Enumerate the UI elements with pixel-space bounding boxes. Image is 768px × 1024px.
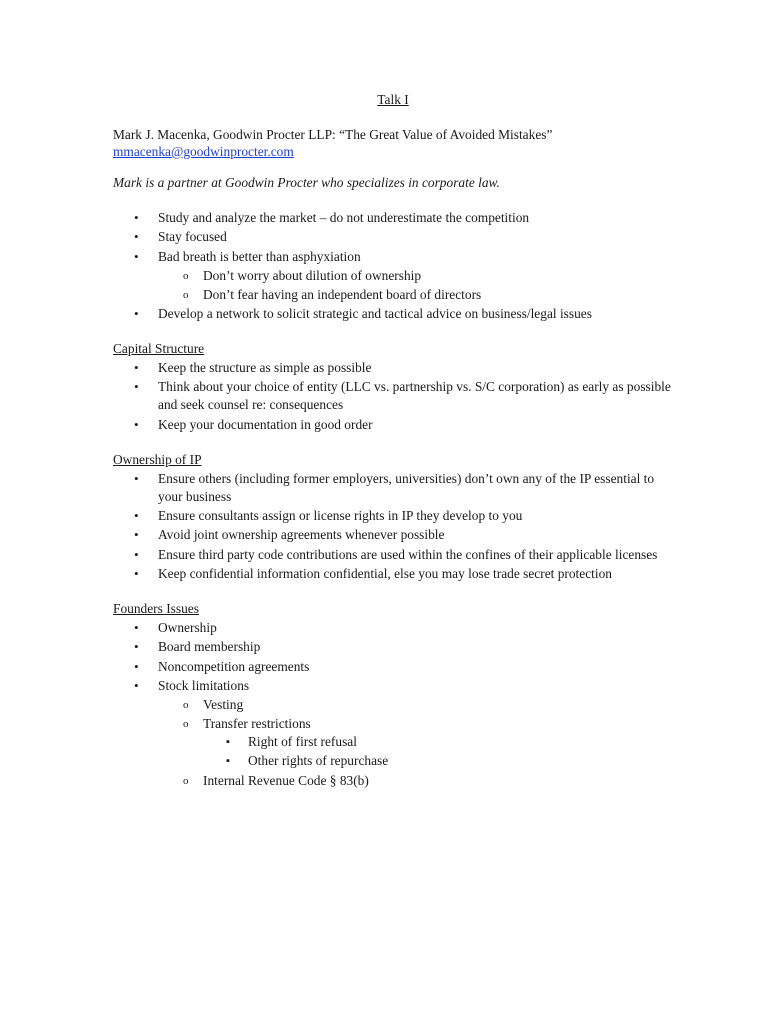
- ownership-ip-list: [113, 470, 673, 583]
- list-item: • Study and analyze the market – do not underestimate the competition: [113, 209, 673, 227]
- list-item: • Board membership: [113, 638, 673, 656]
- sub-sub-list-item: ▪ Other rights of repurchase: [203, 752, 673, 770]
- list-item: • Think about your choice of entity (LLC vs. partnership vs. S/C corporation) as early as possible and seek counsel re: consequences: [113, 378, 673, 414]
- list-item: • Noncompetition agreements: [113, 658, 673, 676]
- intro-text: Mark is a partner at Goodwin Procter who specializes in corporate law.: [113, 175, 500, 190]
- list-item: • Ensure consultants assign or license rights in IP they develop to you: [113, 507, 673, 525]
- sub-sub-list-item: ▪ Right of first refusal: [203, 733, 673, 751]
- list-item: • Keep your documentation in good order: [113, 416, 673, 434]
- list-item: • Stock limitations o Vesting o Transfer restrictions ▪ Right of first refusal ▪ Other rights of repurchase o Internal Revenue Code § 83(b): [113, 677, 673, 790]
- page-title: Talk I: [377, 92, 409, 107]
- founders-heading: Founders Issues: [113, 600, 199, 616]
- list-item: • Ownership: [113, 619, 673, 637]
- sub-list-item: o Don’t fear having an independent board of directors: [158, 286, 673, 304]
- founders-list: [113, 619, 673, 790]
- sub-list-item: o Internal Revenue Code § 83(b): [158, 772, 673, 790]
- list-item: • Avoid joint ownership agreements whenever possible: [113, 526, 673, 544]
- speaker-line: Mark J. Macenka, Goodwin Procter LLP: “The Great Value of Avoided Mistakes”: [113, 127, 553, 142]
- list-item: • Keep the structure as simple as possible: [113, 359, 673, 377]
- document-page: [113, 91, 673, 791]
- sub-list-item: o Vesting: [158, 696, 673, 714]
- sub-list-item: o Don’t worry about dilution of ownership: [158, 267, 673, 285]
- capital-structure-list: [113, 359, 673, 434]
- sub-list-item: o Transfer restrictions ▪ Right of first refusal ▪ Other rights of repurchase: [158, 715, 673, 770]
- email-link[interactable]: mmacenka@goodwinprocter.com: [113, 144, 294, 159]
- stock-sub-list: [158, 696, 673, 790]
- list-item: • Bad breath is better than asphyxiation o Don’t worry about dilution of ownership o Don’t fear having an independent board of directors: [113, 248, 673, 304]
- transfer-sub-list: [203, 733, 673, 770]
- capital-structure-heading: Capital Structure: [113, 341, 205, 357]
- ownership-ip-heading: Ownership of IP: [113, 451, 202, 467]
- list-item: • Stay focused: [113, 228, 673, 246]
- list-item: • Keep confidential information confidential, else you may lose trade secret protection: [113, 565, 673, 583]
- sub-list: [158, 267, 673, 304]
- list-item: • Ensure others (including former employers, universities) don’t own any of the IP essential to your business: [113, 470, 673, 506]
- general-list: [113, 209, 673, 323]
- list-item: • Ensure third party code contributions are used within the confines of their applicable licenses: [113, 546, 673, 564]
- list-item: • Develop a network to solicit strategic and tactical advice on business/legal issues: [113, 305, 673, 323]
